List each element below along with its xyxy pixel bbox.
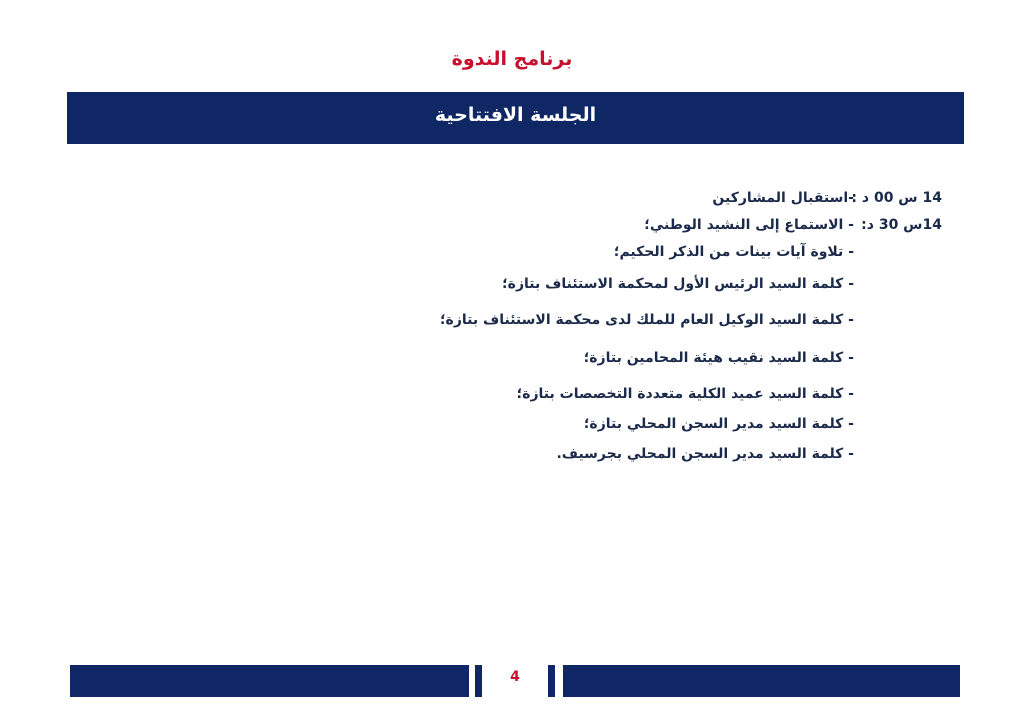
agenda-item bbox=[382, 416, 942, 432]
agenda-item bbox=[382, 350, 942, 366]
agenda-time: 14 س 00 د : bbox=[851, 190, 942, 206]
agenda-text: - كلمة السيد الوكيل العام للملك لدى محكمة الاستئناف بتازة؛ bbox=[439, 312, 854, 328]
footer-divider-right bbox=[548, 665, 555, 697]
agenda-text: - كلمة السيد عميد الكلية متعددة التخصصات بتازة؛ bbox=[516, 386, 854, 402]
agenda-item bbox=[382, 244, 942, 260]
footer-bar-left bbox=[70, 665, 469, 697]
footer-divider-left bbox=[475, 665, 482, 697]
agenda-text: - تلاوة آيات بينات من الذكر الحكيم؛ bbox=[613, 244, 854, 260]
footer-bar-right bbox=[563, 665, 960, 697]
agenda-text: - كلمة السيد مدير السجن المحلي بتازة؛ bbox=[583, 416, 854, 432]
page-number: 4 bbox=[510, 669, 520, 685]
program-title: برنامج الندوة bbox=[451, 48, 573, 70]
agenda-text: - كلمة السيد الرئيس الأول لمحكمة الاستئناف بتازة؛ bbox=[502, 276, 854, 292]
agenda-text: - كلمة السيد مدير السجن المحلي بجرسيف. bbox=[556, 446, 854, 462]
agenda-time: 14س 30 د: bbox=[861, 217, 942, 233]
agenda-item bbox=[382, 190, 942, 206]
session-title: الجلسة الافتتاحية bbox=[434, 104, 597, 126]
agenda-text: -استقبال المشاركين bbox=[712, 190, 854, 206]
agenda-list bbox=[382, 190, 942, 462]
agenda-text: - الاستماع إلى النشيد الوطني؛ bbox=[644, 217, 854, 233]
agenda-item bbox=[382, 217, 942, 233]
agenda-item bbox=[382, 446, 942, 462]
agenda-item bbox=[382, 386, 942, 402]
agenda-item bbox=[382, 276, 942, 292]
session-banner bbox=[67, 92, 964, 144]
agenda-text: - كلمة السيد نقيب هيئة المحامين بتازة؛ bbox=[583, 350, 854, 366]
agenda-item bbox=[382, 312, 942, 328]
